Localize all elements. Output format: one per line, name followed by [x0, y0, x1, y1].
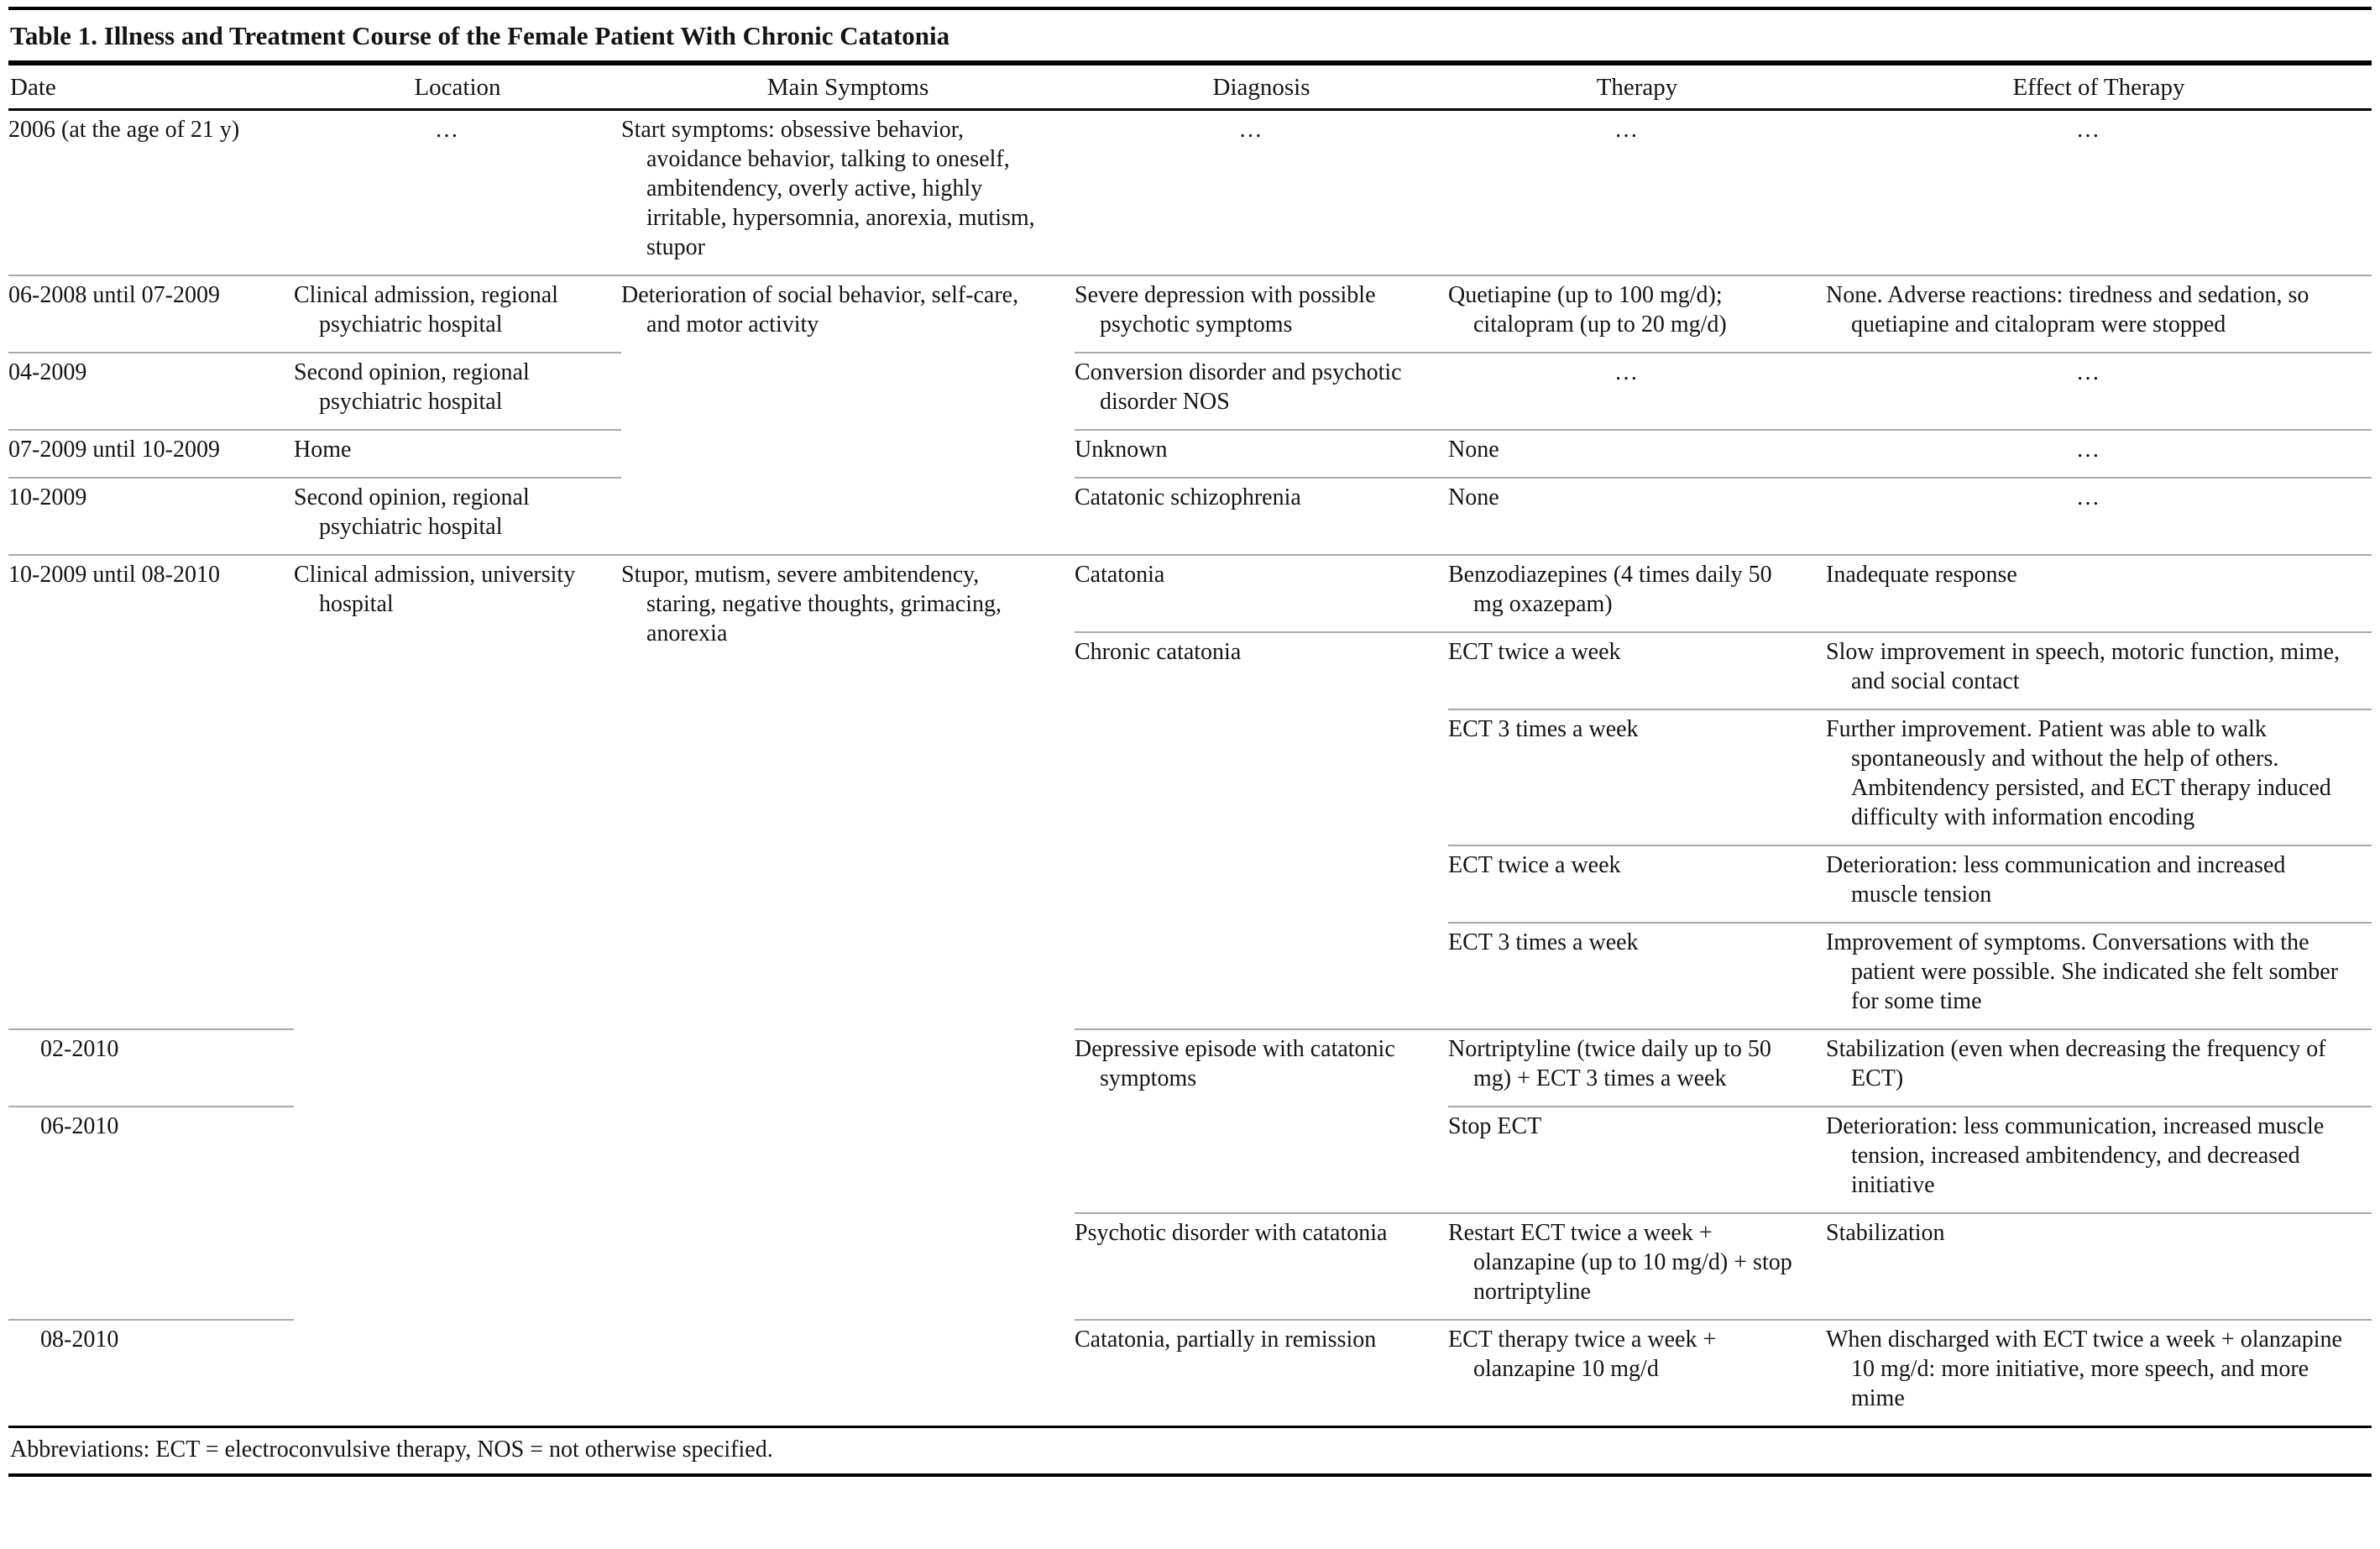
- table-row: [8, 353, 2372, 430]
- cell-text: Unknown: [1075, 437, 1168, 463]
- cell-diagnosis: [1075, 110, 1448, 276]
- cell-text: ECT 3 times a week: [1448, 929, 1639, 955]
- cell-text: Catatonia: [1075, 562, 1165, 588]
- cell-date: [8, 275, 294, 353]
- cell-effect: [1826, 275, 2372, 353]
- cell-main-symptoms: [621, 555, 1075, 1426]
- table-body: [8, 110, 2372, 1426]
- cell-effect: [1826, 353, 2372, 430]
- cell-effect: [1826, 430, 2372, 478]
- cell-text: 07-2009 until 10-2009: [8, 437, 220, 463]
- cell-effect: [1826, 110, 2372, 276]
- header-row: [8, 65, 2372, 110]
- cell-location: [294, 430, 621, 478]
- cell-diagnosis: [1075, 430, 1448, 478]
- cell-text: Conversion disorder and psychotic disorder NOS: [1075, 359, 1402, 415]
- cell-date: [8, 1107, 294, 1320]
- table-row: [8, 478, 2372, 555]
- cell-text: Deterioration of social behavior, self-care, and motor activity: [621, 282, 1019, 338]
- cell-text: Start symptoms: obsessive behavior, avoidance behavior, talking to oneself, ambitendency, overly active, highly irritable, hypersomnia, anorexia, mutism, stupor: [621, 117, 1035, 260]
- cell-text: None: [1448, 437, 1499, 463]
- cell-main-symptoms: [621, 275, 1075, 555]
- cell-effect: [1826, 1029, 2372, 1107]
- cell-effect: [1826, 845, 2372, 923]
- cell-therapy: [1448, 555, 1826, 632]
- cell-text: Stabilization: [1826, 1220, 1945, 1246]
- column-header-diagnosis: Diagnosis: [1075, 65, 1448, 110]
- cell-text: ECT twice a week: [1448, 639, 1621, 665]
- cell-text: 08-2010: [40, 1327, 119, 1353]
- cell-text: …: [2076, 484, 2100, 510]
- cell-therapy: [1448, 1213, 1826, 1320]
- column-header-date: Date: [8, 65, 294, 110]
- cell-date: [8, 478, 294, 555]
- table-row: [8, 430, 2372, 478]
- cell-date: [8, 1029, 294, 1107]
- cell-text: None. Adverse reactions: tiredness and sedation, so quetiapine and citalopram were stopped: [1826, 282, 2309, 338]
- cell-text: 02-2010: [40, 1036, 119, 1062]
- table-row: [8, 110, 2372, 276]
- cell-therapy: [1448, 632, 1826, 709]
- cell-therapy: [1448, 845, 1826, 923]
- cell-text: Catatonic schizophrenia: [1075, 484, 1301, 510]
- cell-effect: [1826, 1320, 2372, 1426]
- cell-text: Inadequate response: [1826, 562, 2017, 588]
- cell-effect: [1826, 709, 2372, 845]
- cell-text: Severe depression with possible psychotic symptoms: [1075, 282, 1376, 338]
- cell-text: ECT 3 times a week: [1448, 716, 1639, 742]
- cell-effect: [1826, 923, 2372, 1029]
- cell-effect: [1826, 478, 2372, 555]
- cell-therapy: [1448, 110, 1826, 276]
- cell-text: ECT therapy twice a week + olanzapine 10 mg/d: [1448, 1327, 1717, 1382]
- cell-date: [8, 555, 294, 1029]
- cell-text: Nortriptyline (twice daily up to 50 mg) + ECT 3 times a week: [1448, 1036, 1771, 1091]
- cell-text: Stabilization (even when decreasing the frequency of ECT): [1826, 1036, 2326, 1091]
- cell-text: Clinical admission, university hospital: [294, 562, 576, 617]
- cell-date: [8, 353, 294, 430]
- cell-location: [294, 353, 621, 430]
- cell-location: [294, 478, 621, 555]
- cell-date: [8, 110, 294, 276]
- cell-diagnosis: [1075, 1213, 1448, 1320]
- cell-text: Slow improvement in speech, motoric function, mime, and social contact: [1826, 639, 2340, 694]
- cell-text: Psychotic disorder with catatonia: [1075, 1220, 1388, 1246]
- cell-text: Deterioration: less communication and increased muscle tension: [1826, 852, 2286, 908]
- cell-text: …: [435, 117, 458, 143]
- cell-text: …: [2076, 117, 2100, 143]
- cell-text: Restart ECT twice a week + olanzapine (up to 10 mg/d) + stop nortriptyline: [1448, 1220, 1792, 1305]
- table-row: [8, 275, 2372, 353]
- cell-location: [294, 275, 621, 353]
- table-title: Table 1. Illness and Treatment Course of the Female Patient With Chronic Catatonia: [10, 21, 950, 50]
- cell-text: Benzodiazepines (4 times daily 50 mg oxazepam): [1448, 562, 1772, 617]
- cell-therapy: [1448, 353, 1826, 430]
- paper-table-page: [0, 7, 2380, 1477]
- cell-text: Second opinion, regional psychiatric hospital: [294, 359, 530, 415]
- cell-diagnosis: [1075, 1320, 1448, 1426]
- column-header-main-symptoms: Main Symptoms: [621, 65, 1075, 110]
- cell-text: Depressive episode with catatonic symptoms: [1075, 1036, 1395, 1091]
- illness-treatment-course-table: [8, 65, 2372, 1426]
- cell-text: None: [1448, 484, 1499, 510]
- cell-therapy: [1448, 1320, 1826, 1426]
- cell-therapy: [1448, 275, 1826, 353]
- cell-text: Second opinion, regional psychiatric hospital: [294, 484, 530, 540]
- cell-text: Home: [294, 437, 352, 463]
- cell-therapy: [1448, 430, 1826, 478]
- cell-diagnosis: [1075, 478, 1448, 555]
- cell-diagnosis: [1075, 275, 1448, 353]
- column-header-therapy: Therapy: [1448, 65, 1826, 110]
- cell-text: 04-2009: [8, 359, 87, 385]
- table-row: [8, 555, 2372, 632]
- cell-text: Stupor, mutism, severe ambitendency, staring, negative thoughts, grimacing, anorexia: [621, 562, 1002, 646]
- cell-therapy: [1448, 1029, 1826, 1107]
- cell-effect: [1826, 555, 2372, 632]
- cell-text: When discharged with ECT twice a week + olanzapine 10 mg/d: more initiative, more speech, and more mime: [1826, 1327, 2342, 1411]
- cell-date: [8, 430, 294, 478]
- cell-text: Chronic catatonia: [1075, 639, 1242, 665]
- cell-text: …: [2076, 359, 2100, 385]
- cell-date: [8, 1320, 294, 1426]
- column-header-effect: Effect of Therapy: [1826, 65, 2372, 110]
- cell-text: 06-2010: [40, 1113, 119, 1139]
- cell-text: Further improvement. Patient was able to walk spontaneously and without the help of others. Ambitendency persisted, and ECT therapy induced difficulty with information encoding: [1826, 716, 2331, 830]
- cell-effect: [1826, 1213, 2372, 1320]
- table-header: [8, 65, 2372, 110]
- cell-text: 06-2008 until 07-2009: [8, 282, 220, 308]
- cell-therapy: [1448, 923, 1826, 1029]
- cell-text: Improvement of symptoms. Conversations with the patient were possible. She indicated she felt somber for some time: [1826, 929, 2339, 1014]
- cell-text: Clinical admission, regional psychiatric hospital: [294, 282, 558, 338]
- cell-text: Catatonia, partially in remission: [1075, 1327, 1377, 1353]
- cell-diagnosis: [1075, 1029, 1448, 1213]
- cell-therapy: [1448, 478, 1826, 555]
- cell-text: 10-2009 until 08-2010: [8, 562, 220, 588]
- cell-diagnosis: [1075, 632, 1448, 1029]
- cell-location: [294, 110, 621, 276]
- cell-text: Deterioration: less communication, increased muscle tension, increased ambitendency, and decreased initiative: [1826, 1113, 2325, 1198]
- cell-location: [294, 555, 621, 1426]
- cell-diagnosis: [1075, 555, 1448, 632]
- cell-text: Stop ECT: [1448, 1113, 1542, 1139]
- cell-diagnosis: [1075, 353, 1448, 430]
- cell-effect: [1826, 1107, 2372, 1213]
- cell-therapy: [1448, 1107, 1826, 1213]
- column-header-location: Location: [294, 65, 621, 110]
- cell-text: Quetiapine (up to 100 mg/d); citalopram (up to 20 mg/d): [1448, 282, 1727, 338]
- cell-main-symptoms: [621, 110, 1075, 276]
- cell-text: 2006 (at the age of 21 y): [8, 117, 240, 143]
- cell-text: …: [1614, 359, 1638, 385]
- cell-text: ECT twice a week: [1448, 852, 1621, 878]
- cell-text: …: [1238, 117, 1263, 143]
- table-footnote: Abbreviations: ECT = electroconvulsive therapy, NOS = not otherwise specified.: [8, 1426, 2372, 1477]
- cell-text: 10-2009: [8, 484, 87, 510]
- cell-effect: [1826, 632, 2372, 709]
- cell-therapy: [1448, 709, 1826, 845]
- cell-text: …: [2076, 437, 2100, 463]
- cell-text: …: [1614, 117, 1638, 143]
